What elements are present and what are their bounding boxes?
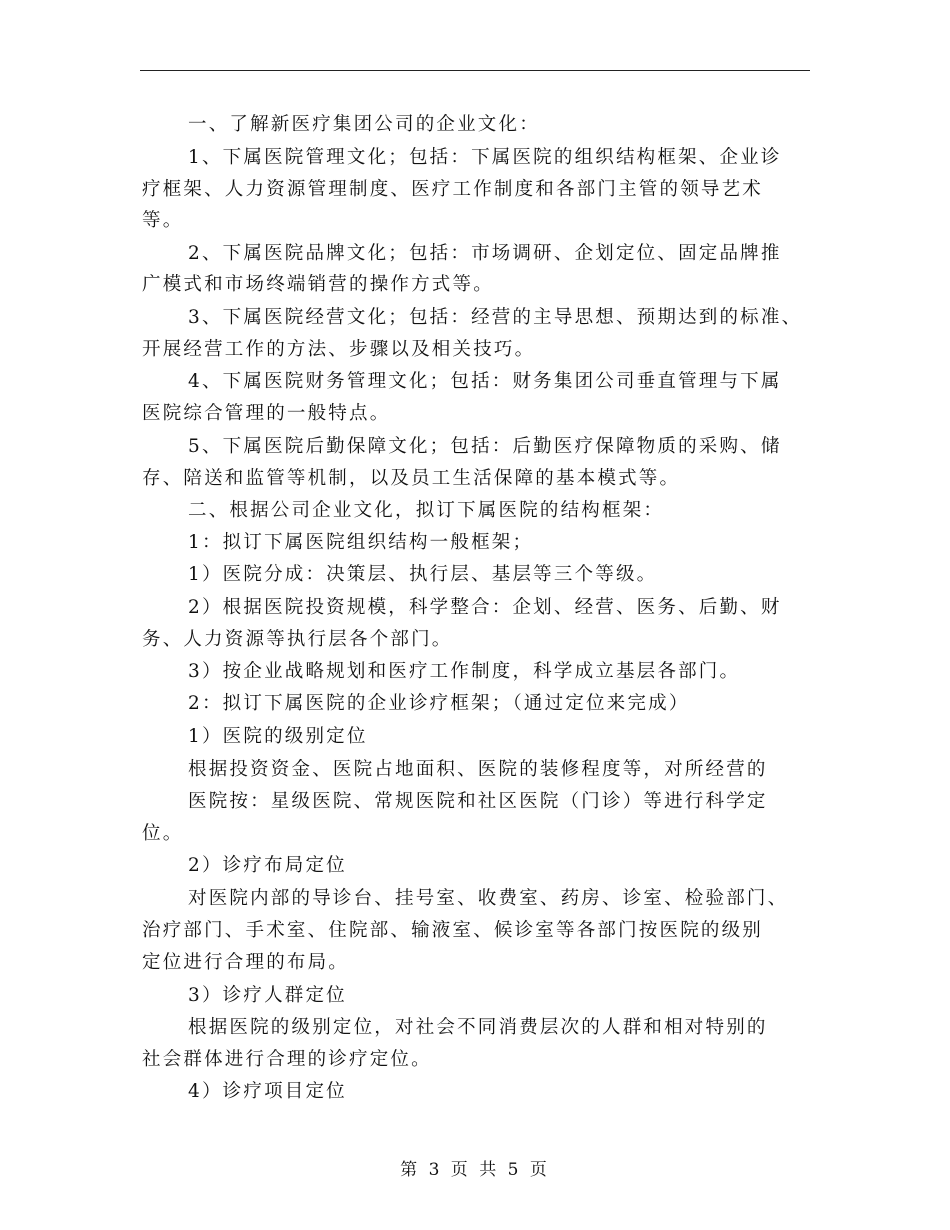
paragraph-line: 医院综合管理的一般特点。 xyxy=(142,403,391,424)
paragraph-line: 对医院内部的导诊台、挂号室、收费室、药房、诊室、检验部门、 xyxy=(188,888,789,909)
paragraph-line: 1、下属医院管理文化；包括：下属医院的组织结构框架、企业诊 xyxy=(188,147,782,168)
paragraph-line: 5、下属医院后勤保障文化；包括：后勤医疗保障物质的采购、储 xyxy=(188,436,782,457)
paragraph-line: 2）诊疗布局定位 xyxy=(188,855,347,876)
paragraph-line: 2）根据医院投资规模，科学整合：企划、经营、医务、后勤、财 xyxy=(188,597,782,618)
paragraph-line: 3）按企业战略规划和医疗工作制度，科学成立基层各部门。 xyxy=(188,661,741,682)
paragraph-line: 根据投资资金、医院占地面积、医院的装修程度等，对所经营的 xyxy=(188,759,768,780)
header-rule xyxy=(140,70,810,71)
paragraph-line: 根据医院的级别定位，对社会不同消费层次的人群和相对特别的 xyxy=(188,1017,768,1038)
section-heading-1: 一、了解新医疗集团公司的企业文化： xyxy=(188,114,540,135)
section-heading-2: 二、根据公司企业文化，拟订下属医院的结构框架： xyxy=(188,500,665,521)
paragraph-line: 务、人力资源等执行层各个部门。 xyxy=(142,629,453,650)
paragraph-line: 2：拟订下属医院的企业诊疗框架；（通过定位来完成） xyxy=(188,693,690,714)
paragraph-line: 4）诊疗项目定位 xyxy=(188,1081,347,1102)
paragraph-line: 位。 xyxy=(142,823,184,844)
paragraph-line: 治疗部门、手术室、住院部、输液室、候诊室等各部门按医院的级别 xyxy=(142,920,764,941)
paragraph-line: 疗框架、人力资源管理制度、医疗工作制度和各部门主管的领导艺术 xyxy=(142,179,764,200)
paragraph-line: 1）医院分成：决策层、执行层、基层等三个等级。 xyxy=(188,564,658,585)
paragraph-line: 社会群体进行合理的诊疗定位。 xyxy=(142,1049,432,1070)
paragraph-line: 等。 xyxy=(142,210,184,231)
paragraph-line: 广模式和市场终端销营的操作方式等。 xyxy=(142,274,494,295)
paragraph-line: 2、下属医院品牌文化；包括：市场调研、企划定位、固定品牌推 xyxy=(188,243,782,264)
paragraph-line: 开展经营工作的方法、步骤以及相关技巧。 xyxy=(142,339,536,360)
page-number-footer: 第 3 页 共 5 页 xyxy=(400,1160,550,1180)
paragraph-line: 1）医院的级别定位 xyxy=(188,726,368,747)
paragraph-line: 3）诊疗人群定位 xyxy=(188,985,347,1006)
paragraph-line: 4、下属医院财务管理文化；包括：财务集团公司垂直管理与下属 xyxy=(188,371,782,392)
paragraph-line: 存、陪送和监管等机制，以及员工生活保障的基本模式等。 xyxy=(142,468,681,489)
paragraph-line: 医院按：星级医院、常规医院和社区医院（门诊）等进行科学定 xyxy=(188,791,768,812)
paragraph-line: 3、下属医院经营文化；包括：经营的主导思想、预期达到的标准、 xyxy=(188,307,803,328)
paragraph-line: 1：拟订下属医院组织结构一般框架； xyxy=(188,532,534,553)
paragraph-line: 定位进行合理的布局。 xyxy=(142,952,350,973)
